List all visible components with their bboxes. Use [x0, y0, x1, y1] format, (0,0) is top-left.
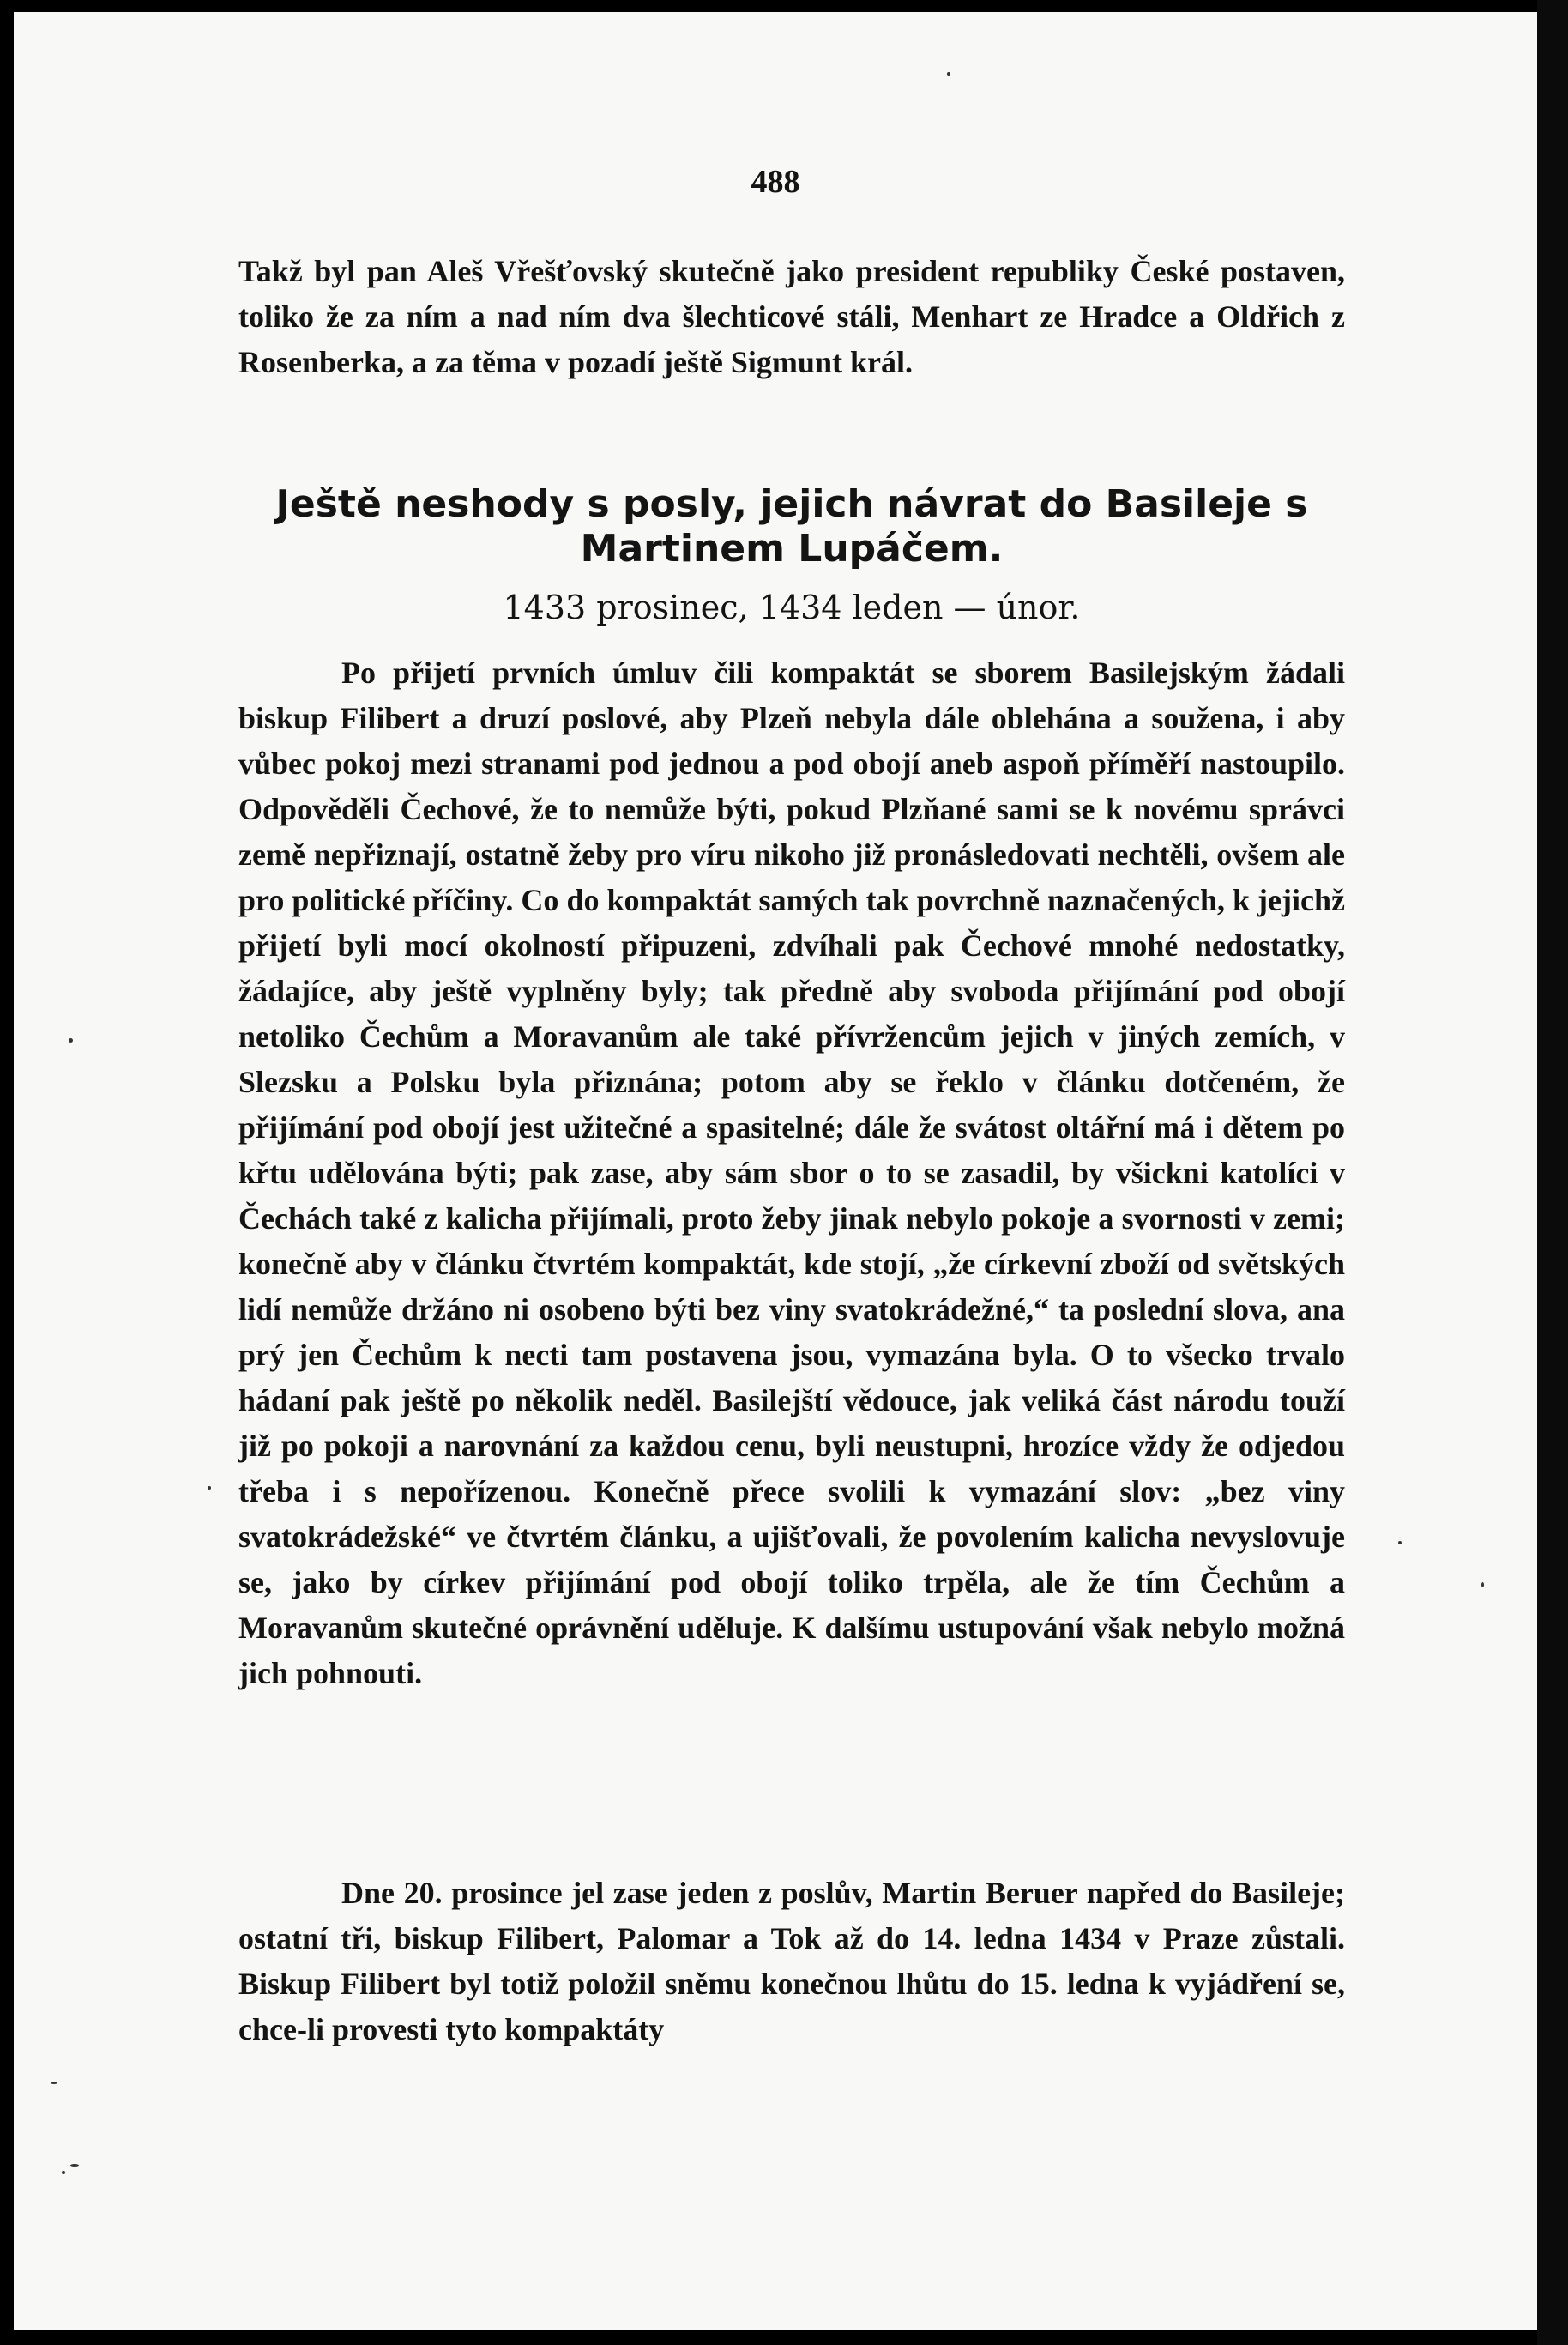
- scanned-page: [14, 12, 1537, 2330]
- section-heading: Ještě neshody s posly, jejich návrat do Basileje s Martinem Lupáčem.: [275, 482, 1308, 571]
- paragraph-1: Takž byl pan Aleš Vřešťovský skutečně jako president republiky České postaven, toliko že za ním a nad ním dva šlechticové stáli, Menhart ze Hradce a Oldřich z Rosenberka, a za těma v pozadí ještě Sigmunt král.: [238, 254, 1345, 379]
- scan-speck: [947, 72, 950, 76]
- page-number: 488: [751, 164, 800, 200]
- scan-speck: [69, 1038, 73, 1043]
- paragraph-3: Dne 20. prosince jel zase jeden z poslův, Martin Beruer napřed do Basileje; ostatní tři, biskup Filibert, Palomar a Tok až do 14. ledna 1434 v Praze zůstali. Biskup Filibert byl totiž položil sněmu konečnou lhůtu do 15. ledna k vyjádření se, chce-li provesti tyto kompaktáty: [238, 1876, 1345, 2046]
- scan-speck: [62, 2171, 65, 2174]
- scan-speck: [70, 2164, 79, 2167]
- scan-speck: [1481, 1582, 1484, 1587]
- scan-speck: [1398, 1541, 1402, 1544]
- scan-speck: [208, 1486, 211, 1490]
- section-dateline: 1433 prosinec, 1434 leden — únor.: [503, 589, 1081, 626]
- paragraph-2: Po přijetí prvních úmluv čili kompaktát se sborem Basilejským žádali biskup Filibert a druzí poslové, aby Plzeň nebyla dále oblehána a soužena, i aby vůbec pokoj mezi stranami pod jednou a pod obojí aneb aspoň příměří nastoupilo. Odpověděli Čechové, že to nemůže býti, pokud Plzňané sami se k novému správci země nepřiznají, ostatně žeby pro víru nikoho již pronásledovati nechtěli, ovšem ale pro politické příčiny. Co do kompaktát samých tak povrchně naznačených, k jejichž přijetí byli mocí okolností připuzeni, zdvíhali pak Čechové mnohé nedostatky, žádajíce, aby ještě vyplněny byly; tak předně aby svoboda přijímání pod obojí netoliko Čechům a Moravanům ale také přívržencům jejich v jiných zemích, v Slezsku a Polsku byla přiznána; potom aby se řeklo v článku dotčeném, že přijímání pod obojí jest užitečné a spasitelné; dále že svátost oltářní má i dětem po křtu udělována býti; pak zase, aby sám sbor o to se zasadil, by všickni katolíci v Čechách také z kalicha přijímali, proto žeby jinak nebylo pokoje a svornosti v zemi; konečně aby v článku čtvrtém kompaktát, kde stojí, „že církevní zboží od světských lidí nemůže držáno ni osobeno býti bez viny svatokrádežné,“ ta poslední slova, ana prý jen Čechům k necti tam postavena jsou, vymazána byla. O to všecko trvalo hádaní pak ještě po několik neděl. Basilejští vědouce, jak veliká část národu touží již po pokoji a narovnání za každou cenu, byli neustupni, hrozíce vždy že odjedou třeba i s nepořízenou. Konečně přece svolili k vymazání slov: „bez viny svatokrádežské“ ve čtvrtém článku, a ujišťovali, že povolením kalicha nevyslovuje se, jako by církev přijímání pod obojí toliko trpěla, ale že tím Čechům a Moravanům skutečné oprávnění uděluje. K dalšímu ustupování však nebylo možná jich pohnouti.: [238, 656, 1345, 1690]
- scan-border: [1537, 0, 1568, 2345]
- scan-speck: [51, 2082, 57, 2084]
